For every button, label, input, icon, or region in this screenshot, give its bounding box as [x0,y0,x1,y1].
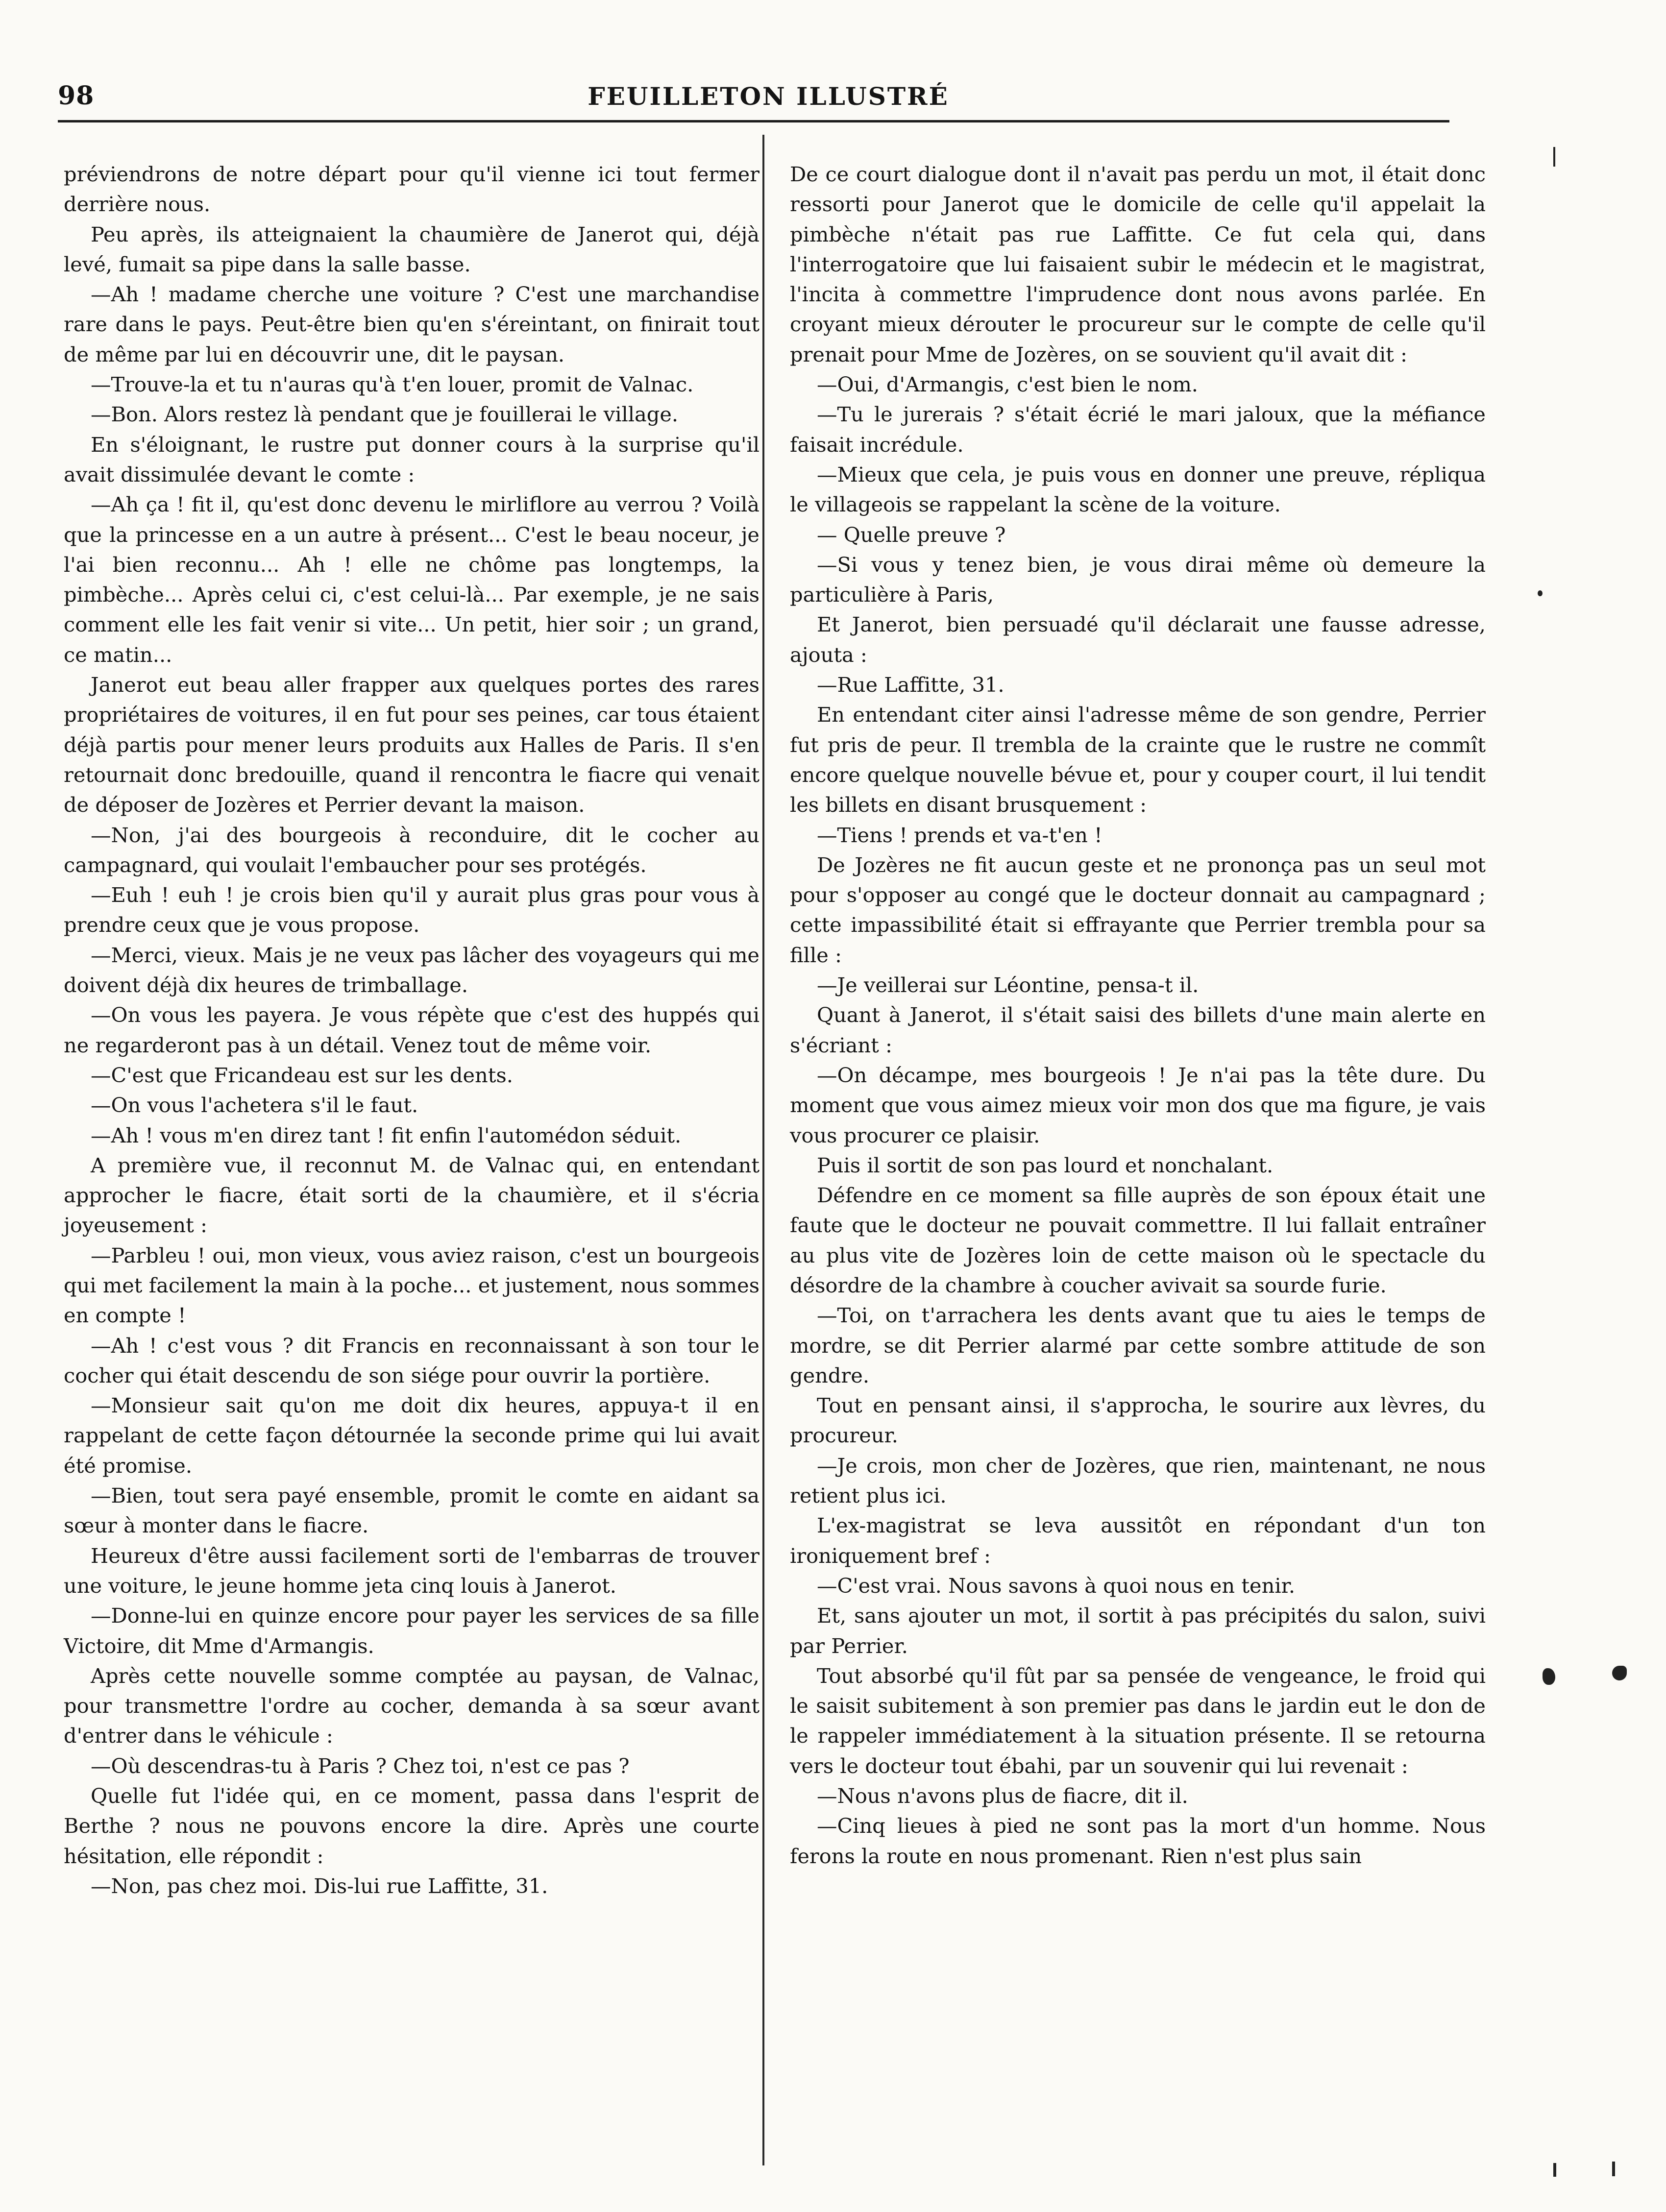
paragraph: —Rue Laffitte, 31. [817,673,1004,697]
paragraph: Janerot eut beau aller frapper aux quelques portes des rares propriétaires de voitures, il en fut pour ses peines, car tous étaient déjà partis pour mener leurs produits aux Halles de Paris. Il s'en retournait donc bredouille, quand il rencontra le fiacre qui venait de déposer de Jozères et Perrier devant la maison. [64,673,760,817]
margin-ink-mark [1553,2163,1556,2177]
paragraph: Peu après, ils atteignaient la chaumière de Janerot qui, déjà levé, fumait sa pipe dans la salle basse. [64,222,760,276]
paragraph: —Non, pas chez moi. Dis-lui rue Laffitte, 31. [91,1873,548,1898]
paragraph: —On vous les payera. Je vous répète que c'est des huppés qui ne regarderont pas à un détail. Venez tout de même voir. [64,1003,760,1057]
paragraph: —Ah ! vous m'en direz tant ! fit enfin l'automédon séduit. [91,1123,682,1147]
running-title: FEUILLETON ILLUSTRÉ [588,82,949,111]
margin-ink-mark [1543,1668,1555,1685]
paragraph: —Nous n'avons plus de fiacre, dit il. [817,1784,1188,1808]
paragraph: —Tu le jurerais ? s'était écrié le mari jaloux, que la méfiance faisait incrédule. [790,402,1486,457]
margin-ink-mark [1553,147,1555,167]
paragraph: —Si vous y tenez bien, je vous dirai même où demeure la particulière à Paris, [790,552,1486,607]
paragraph: —Euh ! euh ! je crois bien qu'il y aurait plus gras pour vous à prendre ceux que je vous propose. [64,883,760,937]
paragraph: En s'éloignant, le rustre put donner cours à la surprise qu'il avait dissimulée devant le comte : [64,432,760,486]
header-rule [58,120,1449,122]
paragraph: —C'est que Fricandeau est sur les dents. [91,1063,513,1087]
paragraph: Après cette nouvelle somme comptée au paysan, de Valnac, pour transmettre l'ordre au cocher, demanda à sa sœur avant d'entrer dans le véhicule : [64,1663,760,1748]
paragraph: —Je veillerai sur Léontine, pensa-t il. [817,973,1199,997]
page-number: 98 [58,81,95,111]
paragraph: —Donne-lui en quinze encore pour payer les services de sa fille Victoire, dit Mme d'Armangis. [64,1604,760,1658]
paragraph: Tout absorbé qu'il fût par sa pensée de vengeance, le froid qui le saisit subitement à son premier pas dans le jardin eut le don de le rappeler immédiatement à la situation présente. Il se retourna vers le docteur tout ébahi, par un souvenir qui lui revenait : [790,1663,1486,1778]
paragraph: —Bien, tout sera payé ensemble, promit le comte en aidant sa sœur à monter dans le fiacre. [64,1483,760,1538]
paragraph: De Jozères ne fit aucun geste et ne prononça pas un seul mot pour s'opposer au congé que le docteur donnait au campagnard ; cette impassibilité était si effrayante que Perrier trembla pour sa fille : [790,852,1486,967]
paragraph: —C'est vrai. Nous savons à quoi nous en tenir. [817,1573,1296,1598]
paragraph: —Cinq lieues à pied ne sont pas la mort d'un homme. Nous ferons la route en nous promenant. Rien n'est plus sain [790,1814,1486,1868]
paragraph: —Merci, vieux. Mais je ne veux pas lâcher des voyageurs qui me doivent déjà dix heures de trimballage. [64,943,760,997]
paragraph: En entendant citer ainsi l'adresse même de son gendre, Perrier fut pris de peur. Il trembla de la crainte que le rustre ne commît encore quelque nouvelle bévue et, pour y couper court, il lui tendit les billets en disant brusquement : [790,703,1486,817]
paragraph: —Trouve-la et tu n'auras qu'à t'en louer, promit de Valnac. [91,372,694,397]
paragraph: A première vue, il reconnut M. de Valnac qui, en entendant approcher le fiacre, était sorti de la chaumière, et il s'écria joyeusement : [64,1153,760,1238]
paragraph: —Mieux que cela, je puis vous en donner une preuve, répliqua le villageois se rappelant la scène de la voiture. [790,462,1486,517]
paragraph: Quelle fut l'idée qui, en ce moment, passa dans l'esprit de Berthe ? nous ne pouvons encore la dire. Après une courte hésitation, elle répondit : [64,1784,760,1868]
paragraph: —On vous l'achetera s'il le faut. [91,1093,418,1118]
right-column [790,159,1486,1871]
paragraph: Et, sans ajouter un mot, il sortit à pas précipités du salon, suivi par Perrier. [790,1604,1486,1658]
paragraph: —Ah ! c'est vous ? dit Francis en reconnaissant à son tour le cocher qui était descendu de son siége pour ouvrir la portière. [64,1333,760,1387]
paragraph: Heureux d'être aussi facilement sorti de l'embarras de trouver une voiture, le jeune homme jeta cinq louis à Janerot. [64,1543,760,1598]
paragraph: —Bon. Alors restez là pendant que je fouillerai le village. [91,402,679,427]
paragraph: —Non, j'ai des bourgeois à reconduire, dit le cocher au campagnard, qui voulait l'embaucher pour ses protégés. [64,823,760,877]
paragraph: Défendre en ce moment sa fille auprès de son époux était une faute que le docteur ne pouvait commettre. Il lui fallait entraîner au plus vite de Jozères loin de cette maison où le spectacle du désordre de la chambre à coucher avivait sa sourde furie. [790,1183,1486,1297]
paragraph: —Où descendras-tu à Paris ? Chez toi, n'est ce pas ? [91,1753,630,1778]
paragraph: Quant à Janerot, il s'était saisi des billets d'une main alerte en s'écriant : [790,1003,1486,1057]
paragraph: préviendrons de notre départ pour qu'il vienne ici tout fermer derrière nous. [64,162,760,217]
paragraph: Tout en pensant ainsi, il s'approcha, le sourire aux lèvres, du procureur. [790,1393,1486,1448]
paragraph: —Ah ! madame cherche une voiture ? C'est une marchandise rare dans le pays. Peut-être bien qu'en s'éreintant, on finirait tout de même par lui en découvrir une, dit le paysan. [64,282,760,366]
paragraph: Et Janerot, bien persuadé qu'il déclarait une fausse adresse, ajouta : [790,612,1486,667]
paragraph: —Toi, on t'arrachera les dents avant que tu aies le temps de mordre, se dit Perrier alarmé par cette sombre attitude de son gendre. [790,1303,1486,1387]
paragraph: —Je crois, mon cher de Jozères, que rien, maintenant, ne nous retient plus ici. [790,1453,1486,1508]
paragraph: —Tiens ! prends et va-t'en ! [817,823,1102,847]
paragraph: De ce court dialogue dont il n'avait pas perdu un mot, il était donc ressorti pour Janerot que le domicile de celle qu'il appelait la pimbèche n'était pas rue Laffitte. Ce fut cela qui, dans l'interrogatoire que lui faisaient subir le médecin et le magistrat, l'incita à commettre l'imprudence dont nous avons parlée. En croyant mieux dérouter le procureur sur le compte de celle qu'il prenait pour Mme de Jozères, on se souvient qu'il avait dit : [790,162,1486,366]
column-divider [762,135,764,2165]
margin-ink-mark [1612,2162,1615,2176]
margin-ink-mark [1538,590,1543,596]
paragraph: L'ex-magistrat se leva aussitôt en répondant d'un ton ironiquement bref : [790,1513,1486,1568]
paragraph: —Oui, d'Armangis, c'est bien le nom. [817,372,1199,397]
paragraph: —Ah ça ! fit il, qu'est donc devenu le mirliflore au verrou ? Voilà que la princesse en a un autre à présent... C'est le beau noceur, je l'ai bien reconnu... Ah ! elle ne chôme pas longtemps, la pimbèche... Après celui ci, c'est celui-là... Par exemple, je ne sais comment elle les fait venir si vite... Un petit, hier soir ; un grand, ce matin... [64,492,760,667]
paragraph: —Monsieur sait qu'on me doit dix heures, appuya-t il en rappelant de cette façon détournée la seconde prime qui lui avait été promise. [64,1393,760,1478]
left-column [64,159,760,1901]
page-header [58,76,1449,121]
paragraph: — Quelle preuve ? [817,522,1006,547]
paragraph: —Parbleu ! oui, mon vieux, vous aviez raison, c'est un bourgeois qui met facilement la main à la poche... et justement, nous sommes en compte ! [64,1243,760,1328]
paragraph: —On décampe, mes bourgeois ! Je n'ai pas la tête dure. Du moment que vous aimez mieux voir mon dos que ma figure, je vais vous procurer ce plaisir. [790,1063,1486,1147]
paragraph: Puis il sortit de son pas lourd et nonchalant. [817,1153,1274,1177]
margin-ink-mark [1612,1666,1627,1680]
